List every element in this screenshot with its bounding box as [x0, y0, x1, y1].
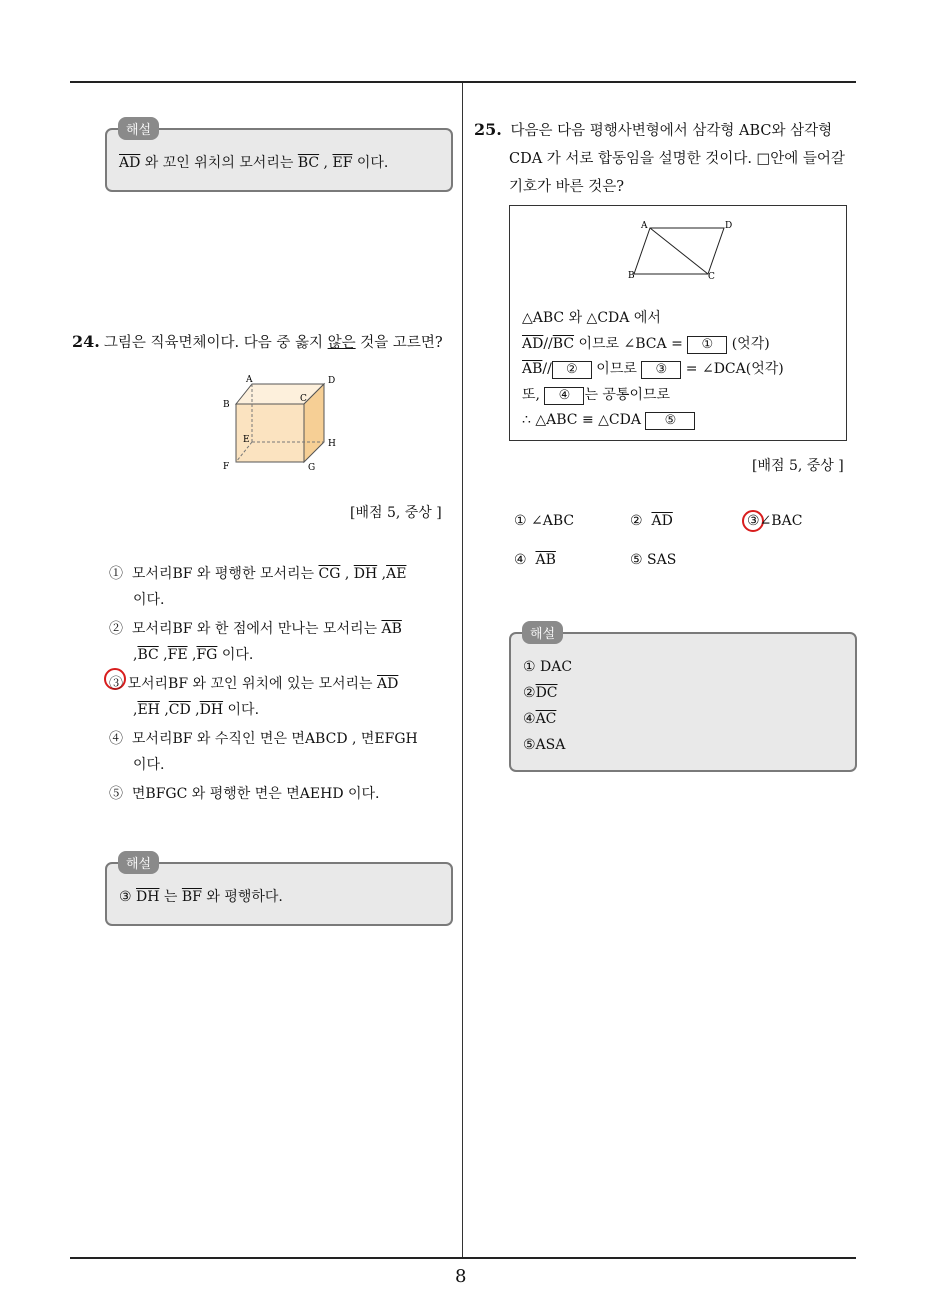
question-24-text-b: 것을 고르면?	[355, 335, 443, 351]
question-24-score: [배점 5, 중상 ]	[350, 505, 442, 521]
blank-box-1: ①	[687, 336, 727, 354]
solution-tail: 와 평행하다.	[201, 889, 283, 905]
separator: ,	[190, 702, 200, 718]
parallel-sign: //	[542, 361, 552, 377]
q24-option-5[interactable]	[109, 781, 380, 807]
segment-bf: $\overline{BF}$	[181, 889, 202, 905]
separator: ,	[187, 647, 197, 663]
choice-number: ①	[514, 513, 527, 529]
solution-number: ④	[523, 711, 536, 727]
proof-text-tail: 는 공통이므로	[584, 386, 671, 403]
solution-25-text	[523, 654, 572, 758]
question-24-text-a: 그림은 직육면체이다. 다음 중 옳지	[103, 335, 328, 351]
option-text: 모서리BF 와 평행한 모서리는	[131, 566, 319, 582]
solution-25-line-4: ⑤ASA	[523, 737, 566, 753]
segment-cg: $\overline{CG}$	[318, 566, 341, 582]
q25-choice-1[interactable]	[514, 513, 574, 529]
vertex-label-a: A	[246, 375, 253, 385]
solution-box-24	[105, 862, 453, 926]
option-number: ④	[109, 731, 123, 747]
option-number: ①	[109, 566, 123, 582]
solution-25-line-1: ① DAC	[523, 659, 573, 675]
separator: ,	[377, 566, 387, 582]
question-24-stem	[72, 331, 443, 352]
segment-eh: $\overline{EH}$	[137, 702, 160, 718]
segment-bc: $\overline{BC}$	[137, 647, 159, 663]
separator: ,	[159, 702, 169, 718]
q24-option-1[interactable]	[109, 561, 406, 613]
segment-ad: $\overline{AD}$	[522, 335, 544, 352]
blank-box-2: ②	[552, 361, 592, 379]
segment-ae: $\overline{AE}$	[386, 566, 407, 582]
segment-dh: $\overline{DH}$	[199, 702, 224, 718]
segment-dc: $\overline{DC}$	[535, 685, 558, 701]
proof-frame	[509, 205, 847, 441]
vertex-label-a: A	[641, 221, 648, 231]
solution-box-25	[509, 632, 857, 772]
solution-box-23	[105, 128, 453, 192]
question-25-number: 25.	[474, 120, 502, 139]
segment-bc: $\overline{BC}$	[297, 155, 320, 171]
question-25-stem	[474, 116, 845, 201]
cuboid-figure	[216, 370, 346, 476]
page-number: 8	[455, 1266, 467, 1287]
q25-choice-3[interactable]	[747, 513, 802, 529]
vertex-label-c: C	[300, 394, 307, 404]
choice-number: ④	[514, 552, 527, 568]
solution-24-text	[119, 886, 283, 906]
separator: ,	[133, 647, 138, 663]
option-number: ⑤	[109, 786, 123, 802]
solution-number: ②	[523, 685, 536, 701]
vertex-label-f: F	[223, 462, 230, 472]
vertex-label-h: H	[328, 439, 336, 449]
proof-text-tail: (엇각)	[727, 335, 770, 352]
option-text: 모서리BF 와 꼬인 위치에 있는 모서리는	[127, 676, 378, 692]
segment-dh: $\overline{DH}$	[353, 566, 378, 582]
solution-tag-24: 해설	[118, 851, 159, 874]
bottom-rule	[70, 1257, 856, 1259]
proof-line-4	[522, 383, 784, 409]
option-tail: 이다.	[217, 647, 254, 663]
solution-part: 는	[159, 889, 182, 905]
q24-option-2[interactable]	[109, 616, 402, 668]
segment-ab: $\overline{AB}$	[522, 361, 543, 377]
separator: ,	[133, 702, 138, 718]
solution-23-part: 와 꼬인 위치의 모서리는	[140, 155, 298, 171]
choice-number: ②	[630, 513, 643, 529]
vertex-label-g: G	[308, 463, 316, 473]
segment-dh: $\overline{DH}$	[136, 889, 160, 905]
question-24-number: 24.	[72, 332, 100, 351]
choice-number: ③	[747, 513, 760, 529]
segment-ef: $\overline{EF}$	[332, 155, 353, 171]
solution-tag-23: 해설	[118, 117, 159, 140]
q25-choice-2[interactable]	[630, 513, 673, 529]
solution-23-tail: 이다.	[352, 155, 389, 171]
top-rule	[70, 81, 856, 83]
proof-text-part: 이므로	[591, 361, 642, 377]
separator: ,	[158, 647, 168, 663]
blank-box-3: ③	[641, 361, 681, 379]
solution-25-line-3	[523, 706, 572, 732]
solution-23-text	[119, 152, 388, 172]
vertex-label-d: D	[725, 221, 733, 231]
vertex-label-e: E	[243, 435, 250, 445]
q25-choice-5[interactable]	[630, 552, 676, 568]
separator: ,	[340, 566, 354, 582]
q24-option-4[interactable]	[109, 726, 418, 778]
cuboid-front-face	[236, 404, 304, 462]
segment-ad: $\overline{AD}$	[119, 155, 141, 171]
choice-value: ∠BAC	[759, 513, 803, 529]
option-text: 모서리BF 와 한 점에서 만나는 모서리는	[131, 621, 382, 637]
proof-text-part: ∴ △ABC ≡ △CDA	[522, 412, 646, 428]
proof-text	[522, 306, 784, 434]
blank-box-5: ⑤	[645, 412, 695, 430]
question-25-line-2: CDA 가 서로 합동임을 설명한 것이다. □안에 들어갈	[509, 151, 845, 167]
solution-25-line-2	[523, 680, 572, 706]
solution-number: ③	[119, 889, 132, 905]
option-number: ②	[109, 621, 123, 637]
separator: ,	[319, 155, 333, 171]
choice-value: $\overline{AD}$	[651, 513, 673, 529]
vertex-label-b: B	[628, 271, 635, 280]
vertex-label-b: B	[223, 400, 230, 410]
option-tail: 이다.	[223, 702, 260, 718]
parallel-sign: //	[543, 335, 553, 352]
choice-value: SAS	[647, 552, 677, 568]
segment-cd: $\overline{CD}$	[168, 702, 191, 718]
proof-line-3	[522, 357, 784, 383]
segment-fg: $\overline{FG}$	[196, 647, 218, 663]
question-24-underlined: 않은	[327, 335, 356, 351]
proof-text-part: 또,	[522, 386, 545, 403]
diagonal-ac	[650, 228, 708, 274]
column-divider	[462, 83, 463, 1258]
proof-line-5	[522, 408, 784, 434]
option-tail: 이다.	[133, 592, 165, 608]
proof-text-tail: = ∠DCA(엇각)	[681, 361, 784, 377]
option-number: ③	[109, 676, 123, 692]
question-25-line-1: 다음은 다음 평행사변형에서 삼각형 ABC와 삼각형	[510, 123, 833, 139]
choice-number: ⑤	[630, 552, 643, 568]
blank-box-4: ④	[544, 387, 584, 405]
solution-tag-25: 해설	[522, 621, 563, 644]
q24-option-3[interactable]	[109, 671, 398, 723]
parallelogram-figure	[628, 216, 738, 280]
option-text: 면BFGC 와 평행한 면은 면AEHD 이다.	[131, 786, 380, 802]
q25-choice-4[interactable]	[514, 552, 556, 568]
segment-ad: $\overline{AD}$	[377, 676, 399, 692]
proof-line-1: △ABC 와 △CDA 에서	[522, 310, 661, 326]
segment-fe: $\overline{FE}$	[167, 647, 188, 663]
choice-value: ∠ABC	[531, 513, 575, 529]
question-25-line-3: 기호가 바른 것은?	[509, 179, 625, 195]
proof-line-2	[522, 332, 784, 358]
option-text: 모서리BF 와 수직인 면은 면ABCD , 면EFGH	[131, 731, 418, 747]
question-25-score: [배점 5, 중상 ]	[752, 458, 844, 474]
vertex-label-c: C	[708, 272, 715, 280]
choice-value: $\overline{AB}$	[535, 552, 556, 568]
segment-bc: $\overline{BC}$	[552, 335, 575, 352]
segment-ab: $\overline{AB}$	[381, 621, 402, 637]
segment-ac: $\overline{AC}$	[535, 711, 557, 727]
proof-text-part: 이므로 ∠BCA =	[574, 335, 688, 352]
option-tail: 이다.	[133, 757, 165, 773]
vertex-label-d: D	[328, 376, 336, 386]
